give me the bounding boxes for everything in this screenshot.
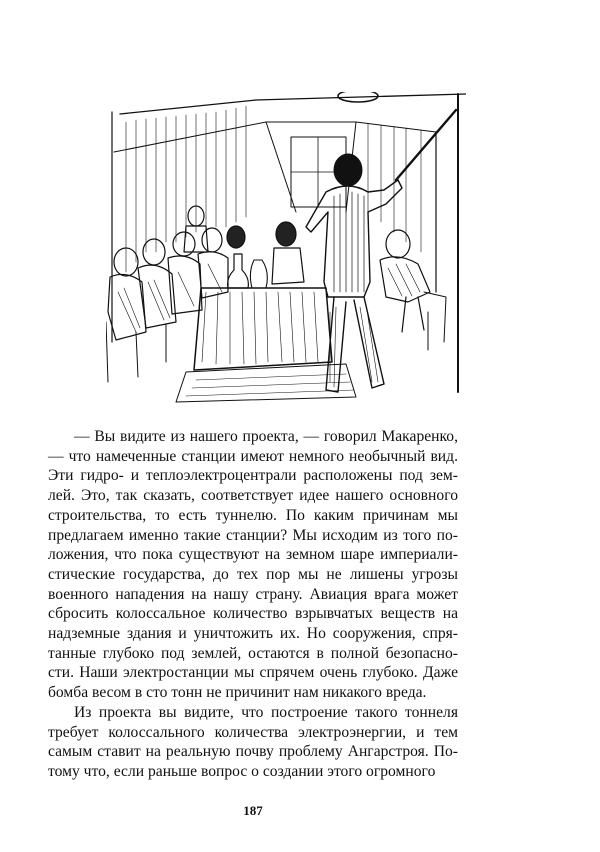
page-number: 187	[243, 803, 263, 818]
body-text	[48, 427, 458, 782]
paragraph: — Вы видите из нашего проекта, — говорил Макаренко, — что намеченные станции имеют немного необычный вид. Эти гидро- и теплоэлектроцентрали расположены под землей. Это, так сказать, соответствует идее нашего основного строительства, то есть туннелю. По каким причинам мы предлагаем именно такие станции? Мы исходим из того положения, что пока существуют на земном шаре империалистические государства, до тех пор мы не лишены угрозы военного нападения на нашу страну. Авиация врага может сбросить колоссальное количество взрывчатых веществ на надземные здания и уничтожить их. Но сооружения, спрятанные глубоко под землей, остаются в полной безопасности. Наши электростанции мы спрячем очень глубоко. Даже бомба весом в сто тонн не причинит нам никакого вреда.	[48, 428, 458, 702]
lecture-illustration	[106, 92, 466, 408]
lecture-room-engraving-icon	[106, 92, 466, 408]
paragraph: Из проекта вы видите, что построение такого тоннеля требует колоссального количества электроэнергии, и тем самым ставит на реальную почву проблему Ангарстроя. Потому что, если раньше вопрос о создании этого огромного	[48, 703, 458, 780]
